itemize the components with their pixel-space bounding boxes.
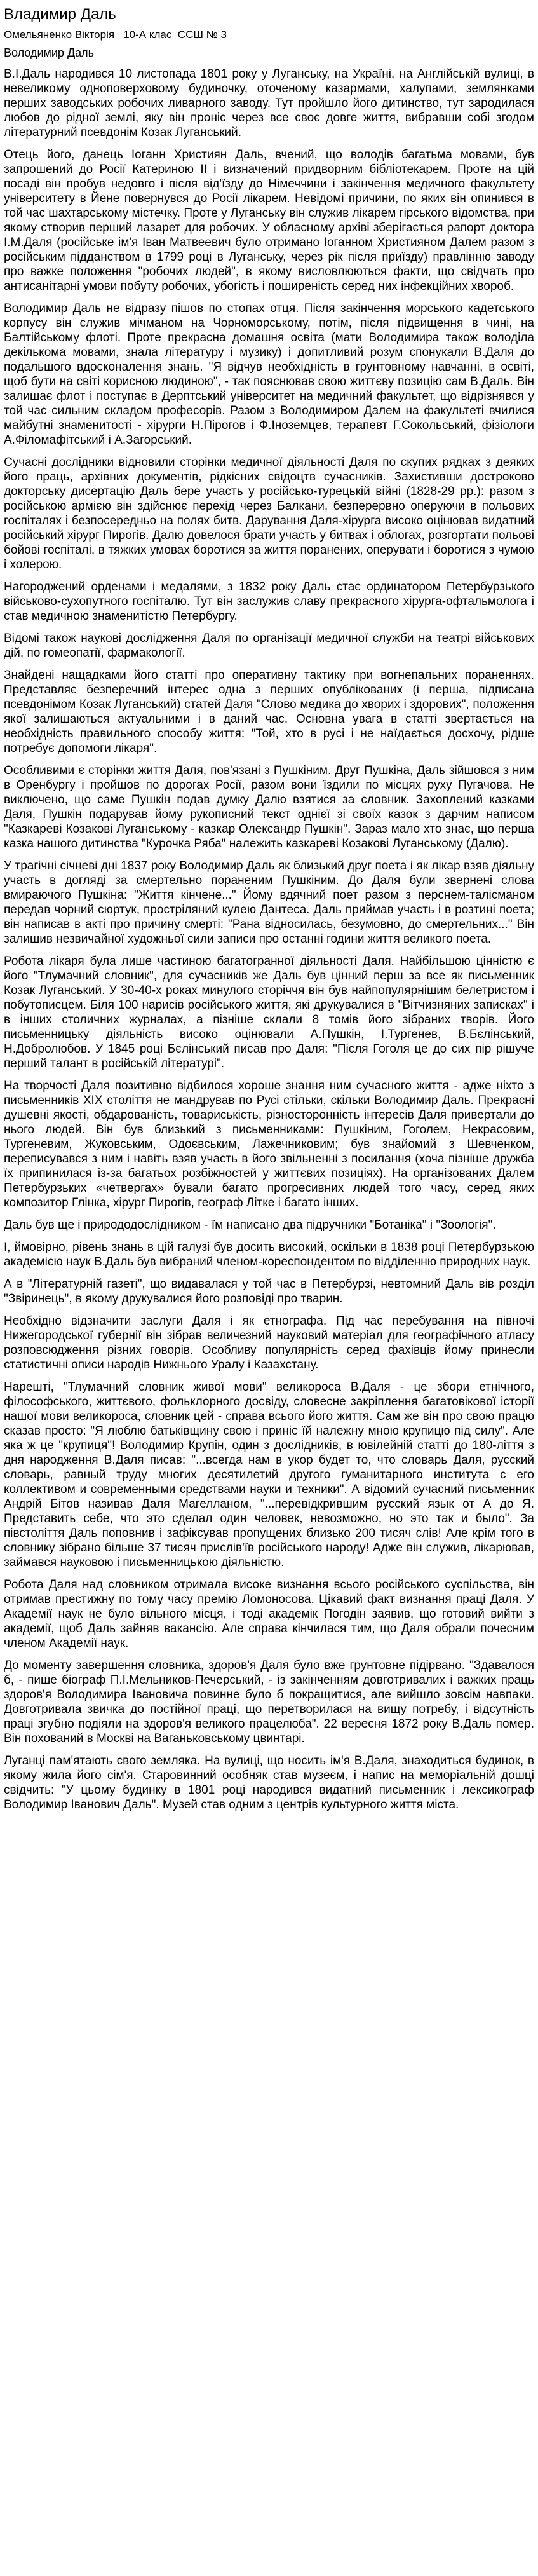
body-paragraph: І, ймовірно, рівень знань в цій галузі був досить високий, оскільки в 1838 році Петербурзькою академією наук В.Даль був вибраний членом-кореспондентом по відділенню природних наук.: [4, 1241, 534, 1269]
document-header: [4, 5, 534, 60]
body-paragraph: Робота Даля над словником отримала високе визнання всього російського суспільства, він отримав престижну по тому часу премію Ломоносова. Цікавий факт визнання праці Даля. У Академії наук не було вільного місця, і тоді академік Погодін заявив, що готовий вийти з академії, щоб Даль зайняв вакансію. Але справа кінчилася тим, що Даля обрали почесним членом Академії наук.: [4, 1578, 534, 1650]
document-body: [4, 67, 534, 1812]
document-title: Владимир Даль: [4, 6, 116, 23]
body-paragraph: Даль був ще і природодослідником - їм написано два підручники "Ботаніка" і "Зоологія".: [4, 1218, 496, 1232]
author-line: Омельяненко Вікторія 10-А клас ССШ № 3: [4, 29, 227, 41]
body-paragraph: До моменту завершення словника, здоров'я Даля було вже грунтовне підірвано. "Здавалося б, - пише біограф П.І.Мельников-Печерський, - із закінченням довготривалих і важких праць здоров'я Володимира Івановича повинне було б покращитися, але вийшло зовсім навпаки. Довготривала звичка до постійної праці, що перетворилася на вищу потребу, і відсутність праці згубно подіяли на здоров'я великого працелюба". 22 вересня 1872 року В.Даль помер. Він похований в Москві на Ваганьковському цвинтарі.: [4, 1659, 534, 1745]
body-paragraph: Володимир Даль не відразу пішов по стопах отця. Після закінчення морського кадетського корпусу він служив мічманом на Чорноморському, потім, після підвищення в чині, на Балтійському флоті. Проте прекрасна домашня освіта (мати Володимира також володіла декількома мовами, знала літературу і музику) і допитливий розум спонукали В.Даля до подальшого вдосконалення знань. "Я відчув необхідність в грунтовному навчанні, в освіті, щоб бути на світі корисною людиною", - так пояснював свою життєву позицію сам В.Даль. Він залишає флот і поступає в Дерптський університет на медичний факультет, що відрізнявся у той час сильним складом професорів. Разом з Володимиром Далем на факультеті вчилися майбутні знаменитості - хірурги Н.Пірогов і Ф.Іноземцев, терапевт Г.Сокольський, фізіологи А.Філомафітський і А.Загорський.: [4, 302, 534, 447]
body-paragraph: Нагороджений орденами і медалями, з 1832 року Даль стає ординатором Петербурзького військово-сухопутного госпіталю. Тут він заслужив славу прекрасного хірурга-офтальмолога і став медичною знаменитістю Петербургу.: [4, 580, 534, 623]
body-paragraph: Луганці пам'ятають свого земляка. На вулиці, що носить ім'я В.Даля, знаходиться будинок, в якому жила його сім'я. Старовинний особняк став музеєм, і напис на меморіальній дошці свідчить: "У цьому будинку в 1801 році народився видатний письменник і лексикограф Володимир Іванович Даль". Музей став одним з центрів культурного життя міста.: [4, 1754, 534, 1811]
body-paragraph: Необхідно відзначити заслуги Даля і як етнографа. Під час перебування на півночі Нижегородської губернії він зібрав величезний науковий матеріал для географічного атласу розповсюдження різних говорів. Особливу популярність серед фахівців йому принесли статистичні описи народів Нижнього Уралу і Казахстану.: [4, 1314, 534, 1372]
body-paragraph: Отець його, данець Іоганн Християн Даль, вчений, що володів багатьма мовами, був запрошений до Росії Катериною ІІ і визначений придворним бібліотекарем. Проте на цій посаді він пробув недовго і після від'їзду до Німеччини і закінчення медичного факультету університету в Йене повернувся до Росії лікарем. Невідомі причини, по яких він опинився в той час шахтарському містечку. Проте у Луганську він служив лікарем гірського відомства, при якому створив перший лазарет для робочих. У обласному архіві зберігається рапорт доктора І.М.Даля (російське ім'я Іван Матвеевич було отримано Іоганном Християном Далем разом з російським підданством в 1799 році в Луганську, через рік після приїзду) правлінню заводу про важке положення "робочих людей", в якому висловлюються факти, що свідчать про антисанітарні умови побуту робочих, убогість і поширеність серед них інфекційних хвороб.: [4, 148, 534, 293]
body-paragraph: На творчості Даля позитивно відбилося хороше знання ним сучасного життя - адже ніхто з письменників XIX століття не мандрував по Русі стільки, скільки Володимир Даль. Прекрасні душевні якості, обдарованість, товариськість, різносторонність інтересів Даля привертали до нього людей. Він був близький з письменниками: Пушкіним, Гоголем, Некрасовим, Тургеневим, Жуковським, Одоєвським, Лажечниковим; був знайомий з Шевченком, переписувався з ним і навіть взяв участь в його звільненні з посилання (хоча пізніше дружба їх припинилася із-за багатьох розбіжностей у життєвих позиціях). На організованих Далем Петербурзьких «четвергах» бували багато прогресивних людей того часу, серед яких композитор Глінка, хірург Пирогів, географ Літке і багато інших.: [4, 1079, 534, 1210]
body-paragraph: Знайдені нащадками його статті про оперативну тактику при вогнепальних пораненнях. Представляє безперечний інтерес одна з перших опублікованих (і перша, підписана псевдонімом Козак Луганський) статей Даля "Слово медика до хворих і здорових", положення якої залишаються актуальними і в даний час. Основна увага в статті звертається на необхідність правильного способу життя: "Той, хто в русі і не наїдається досхочу, рідше потребує допомоги лікаря".: [4, 669, 534, 755]
body-paragraph: Нарешті, "Тлумачний словник живої мови" великороса В.Даля - це збори етнічного, філософського, життєвого, фольклорного досвіду, словесне закріплення багатовікової історії нашої мови великороса, словник цей - справа всього його життя. Сам же він про свою працю сказав просто: "Я люблю батьківщину свою і приніс їй належну мною крупицю під силу". Але яка ж це "крупиця"! Володимир Крупін, один з дослідників, в ювілейній статті до 180-ліття з дня народження В.Даля писав: "...всегда нам в укор будет то, что словарь Даля, русский словарь, равный труду многих десятилетий другого гуманитарного института с его коллективом и современными средствами науки и техники". А відомий сучасний письменник Андрій Бітов називав Даля Магелланом, "...перевідкрившим русский язык от А до Я. Представить себе, что это сделал один человек, невозможно, но это так и было". За півстоліття Даль поповнив і зафіксував пропущених близько 200 тисяч слів! Але крім того в словнику зібрано більше 37 тисяч прислів'їв російського народу! Адже він служив, лікарював, займався науковою і письменницькою діяльністю.: [4, 1380, 534, 1569]
body-paragraph: Сучасні дослідники відновили сторінки медичної діяльності Даля по скупих рядках з деяких його праць, архівних документів, рідкісних свідоцтв сучасників. Захистивши достроково докторську дисертацію Даль бере участь у російсько-турецькій війні (1828-29 рр.): разом з російською армією він здійснює перехід через Балкани, безперервно оперуючи в польових госпіталях і безпосередньо на полях битв. Дарування Даля-хірурга високо оцінював видатний російський хірург Пирогів. Далю довелося брати участь у битвах і облогах, розгортати польові бойові госпіталі, в тяжких умовах боротися за життя поранених, оперувати і боротися з чумою і холерою.: [4, 456, 534, 571]
essay-subtitle: Володимир Даль: [4, 46, 95, 59]
body-paragraph: В.І.Даль народився 10 листопада 1801 року у Луганську, на Україні, на Англійській вулиці, в невеликому одноповерховому будиночку, оточеному казармами, халупами, землянками перших заводських робочих ливарного заводу. Тут пройшло його дитинство, тут зародилася любов до рідної землі, яку він проніс через все своє довге життя, вибравши собі згодом літературний псевдонім Козак Луганський.: [4, 67, 534, 139]
body-paragraph: У трагічні січневі дні 1837 року Володимир Даль як близький друг поета і як лікар взяв діяльну участь в догляді за смертельно пораненим Пушкіним. До Даля були звернені слова вмираючого Пушкіна: "Життя кінчене..." Йому вдячний поет разом з перснем-талісманом передав чорний сюртук, простріляний кулею Дантеса. Даль приймав участь і в розтині поета; він написав в акті про причину смерті: "Рана відносилась, безумовно, до смертельних..." Він залишив незвичайної художньої сили записи про останні години життя великого поета.: [4, 859, 534, 946]
body-paragraph: А в "Літературній газеті", що видавалася у той час в Петербурзі, невтомний Даль вів розділ "Звіринець", в якому друкувалися його розповіді про тварин.: [4, 1278, 534, 1305]
body-paragraph: Відомі також наукові дослідження Даля по організації медичної служби на театрі військових дій, по гомеопатії, фармакології.: [4, 632, 534, 660]
body-paragraph: Особливими є сторінки життя Даля, пов'язані з Пушкіним. Друг Пушкіна, Даль зійшовся з ним в Оренбургу і пройшов по дорогах Росії, разом вони їздили по місцях руху Пугачова. Не виключено, що саме Пушкін подав думку Далю взятися за словник. Захоплений казками Даля, Пушкін подарував йому рукописний текст однієї зі своїх казок з дарчим написом "Казкареві Козакові Луганському - казкар Олександр Пушкін". Зараз мало хто знає, що перша казка нашого дитинства "Курочка Ряба" належить казкареві Козакові Луганському (Далю).: [4, 764, 534, 850]
body-paragraph: Робота лікаря була лише частиною багатогранної діяльності Даля. Найбільшою цінністю є його "Тлумачний словник", для сучасників же Даль був цінний перш за все як письменник Козак Луганський. У 30-40-х роках минулого сторіччя він був найпопулярнішим белетристом і побутописцем. Біля 100 нарисів російського життя, які друкувалися в "Вітчизняних записках" і в інших столичних журналах, а пізніше склали 8 томів його зібраних творів. Його письменницьку діяльність високо оцінювали А.Пушкін, І.Тургенев, В.Бєлінський, Н.Добролюбов. У 1845 році Бєлінський писав про Даля: "Після Гоголя це до сих пір рішуче перший талант в російській літературі".: [4, 955, 534, 1070]
